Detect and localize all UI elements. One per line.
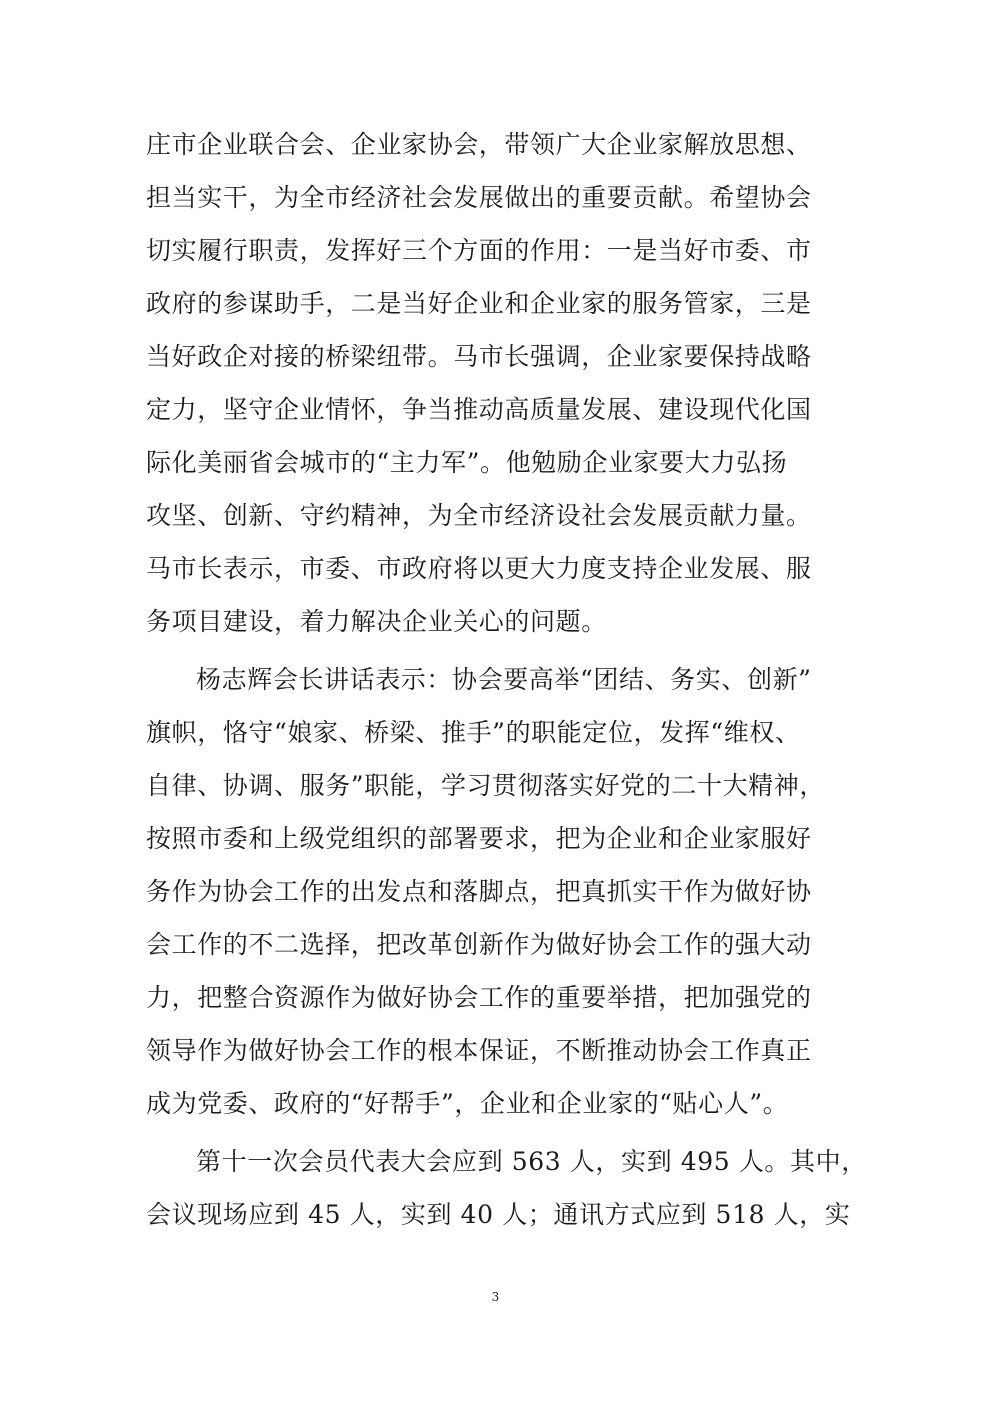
page-number: 3 xyxy=(491,1290,500,1304)
text-line: 力，把整合资源作为做好协会工作的重要举措，把加强党的 xyxy=(146,983,812,1012)
text-line: 务项目建设，着力解决企业关心的问题。 xyxy=(146,607,607,636)
text-line: 会工作的不二选择，把改革创新作为做好协会工作的强大动 xyxy=(146,930,812,959)
text-line: 切实履行职责，发挥好三个方面的作用：一是当好市委、市 xyxy=(146,236,812,265)
text-line: 第十一次会员代表大会应到 563 人，实到 495 人。其中， xyxy=(196,1147,867,1176)
text-line: 杨志辉会长讲话表示：协会要高举“团结、务实、创新” xyxy=(196,665,812,694)
text-line: 自律、协调、服务”职能，学习贯彻落实好党的二十大精神， xyxy=(146,771,825,800)
paragraph-attendance xyxy=(146,1135,867,1241)
text-line: 庄市企业联合会、企业家协会，带领广大企业家解放思想、 xyxy=(146,130,812,159)
text-line: 会议现场应到 45 人，实到 40 人；通讯方式应到 518 人，实 xyxy=(146,1200,851,1229)
text-line: 成为党委、政府的“好帮手”，企业和企业家的“贴心人”。 xyxy=(146,1089,789,1118)
text-line: 际化美丽省会城市的“主力军”。他勉励企业家要大力弘扬 xyxy=(146,448,788,477)
text-line: 马市长表示，市委、市政府将以更大力度支持企业发展、服 xyxy=(146,554,812,583)
text-line: 攻坚、创新、守约精神，为全市经济设社会发展贡献力量。 xyxy=(146,501,812,530)
text-line: 领导作为做好协会工作的根本保证，不断推动协会工作真正 xyxy=(146,1036,812,1065)
paragraph-mayor-remarks xyxy=(146,118,846,648)
text-line: 定力，坚守企业情怀，争当推动高质量发展、建设现代化国 xyxy=(146,395,812,424)
text-line: 政府的参谋助手，二是当好企业和企业家的服务管家，三是 xyxy=(146,289,812,318)
text-line: 务作为协会工作的出发点和落脚点，把真抓实干作为做好协 xyxy=(146,877,812,906)
text-line: 当好政企对接的桥梁纽带。马市长强调，企业家要保持战略 xyxy=(146,342,812,371)
text-line: 按照市委和上级党组织的部署要求，把为企业和企业家服好 xyxy=(146,824,812,853)
paragraph-president-speech xyxy=(146,653,846,1130)
text-line: 担当实干，为全市经济社会发展做出的重要贡献。希望协会 xyxy=(146,183,812,212)
text-line: 旗帜，恪守“娘家、桥梁、推手”的职能定位，发挥“维权、 xyxy=(146,718,801,747)
